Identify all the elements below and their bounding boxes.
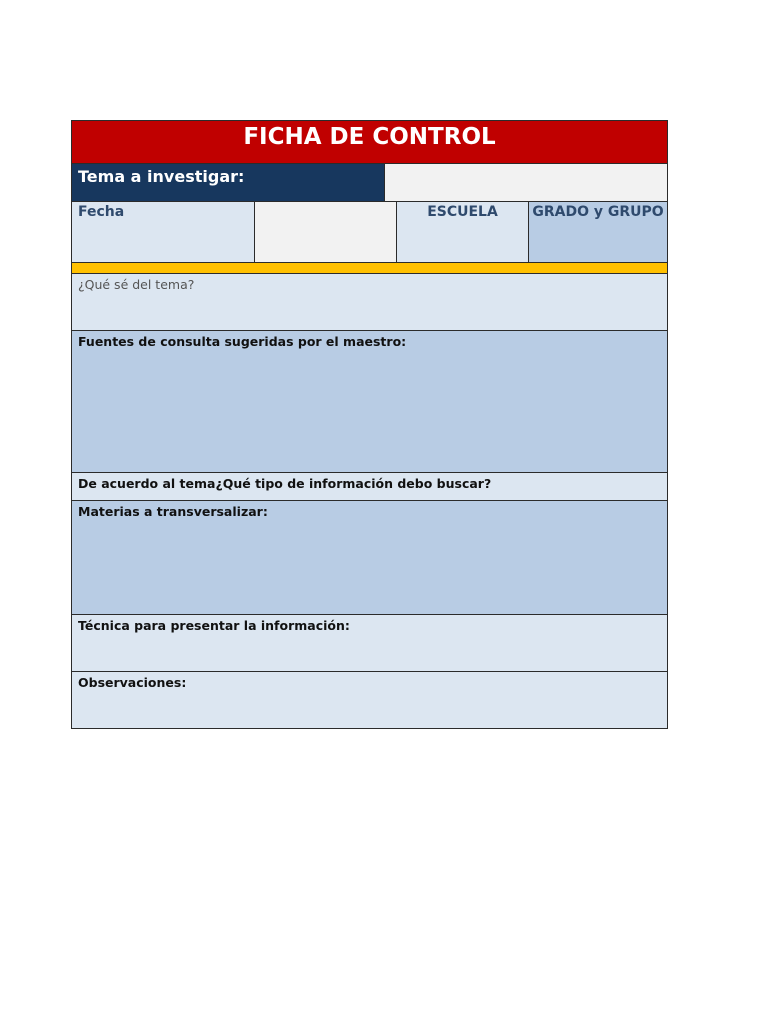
tipo-info-label: De acuerdo al tema¿Qué tipo de información debo buscar? — [78, 476, 492, 491]
observaciones-label: Observaciones: — [78, 675, 187, 690]
que-se-label: ¿Qué sé del tema? — [78, 277, 195, 292]
tema-label: Tema a investigar: — [72, 164, 385, 201]
form-title: FICHA DE CONTROL — [72, 121, 667, 164]
info-row — [72, 202, 667, 262]
escuela-label: ESCUELA — [397, 202, 529, 262]
tema-input[interactable] — [385, 164, 667, 201]
grado-grupo-label: GRADO y GRUPO — [529, 202, 667, 262]
fecha-input[interactable] — [255, 202, 397, 262]
materias-label: Materias a transversalizar: — [78, 504, 268, 519]
que-se-field[interactable] — [72, 274, 667, 331]
fuentes-label: Fuentes de consulta sugeridas por el maestro: — [78, 334, 407, 349]
materias-field[interactable] — [72, 501, 667, 615]
tipo-info-field[interactable] — [72, 473, 667, 501]
control-form — [71, 120, 668, 729]
fecha-label: Fecha — [72, 202, 255, 262]
yellow-divider — [72, 262, 667, 274]
fuentes-field[interactable] — [72, 331, 667, 473]
tecnica-field[interactable] — [72, 615, 667, 672]
observaciones-field[interactable] — [72, 672, 667, 728]
tema-row — [72, 164, 667, 202]
tecnica-label: Técnica para presentar la información: — [78, 618, 350, 633]
